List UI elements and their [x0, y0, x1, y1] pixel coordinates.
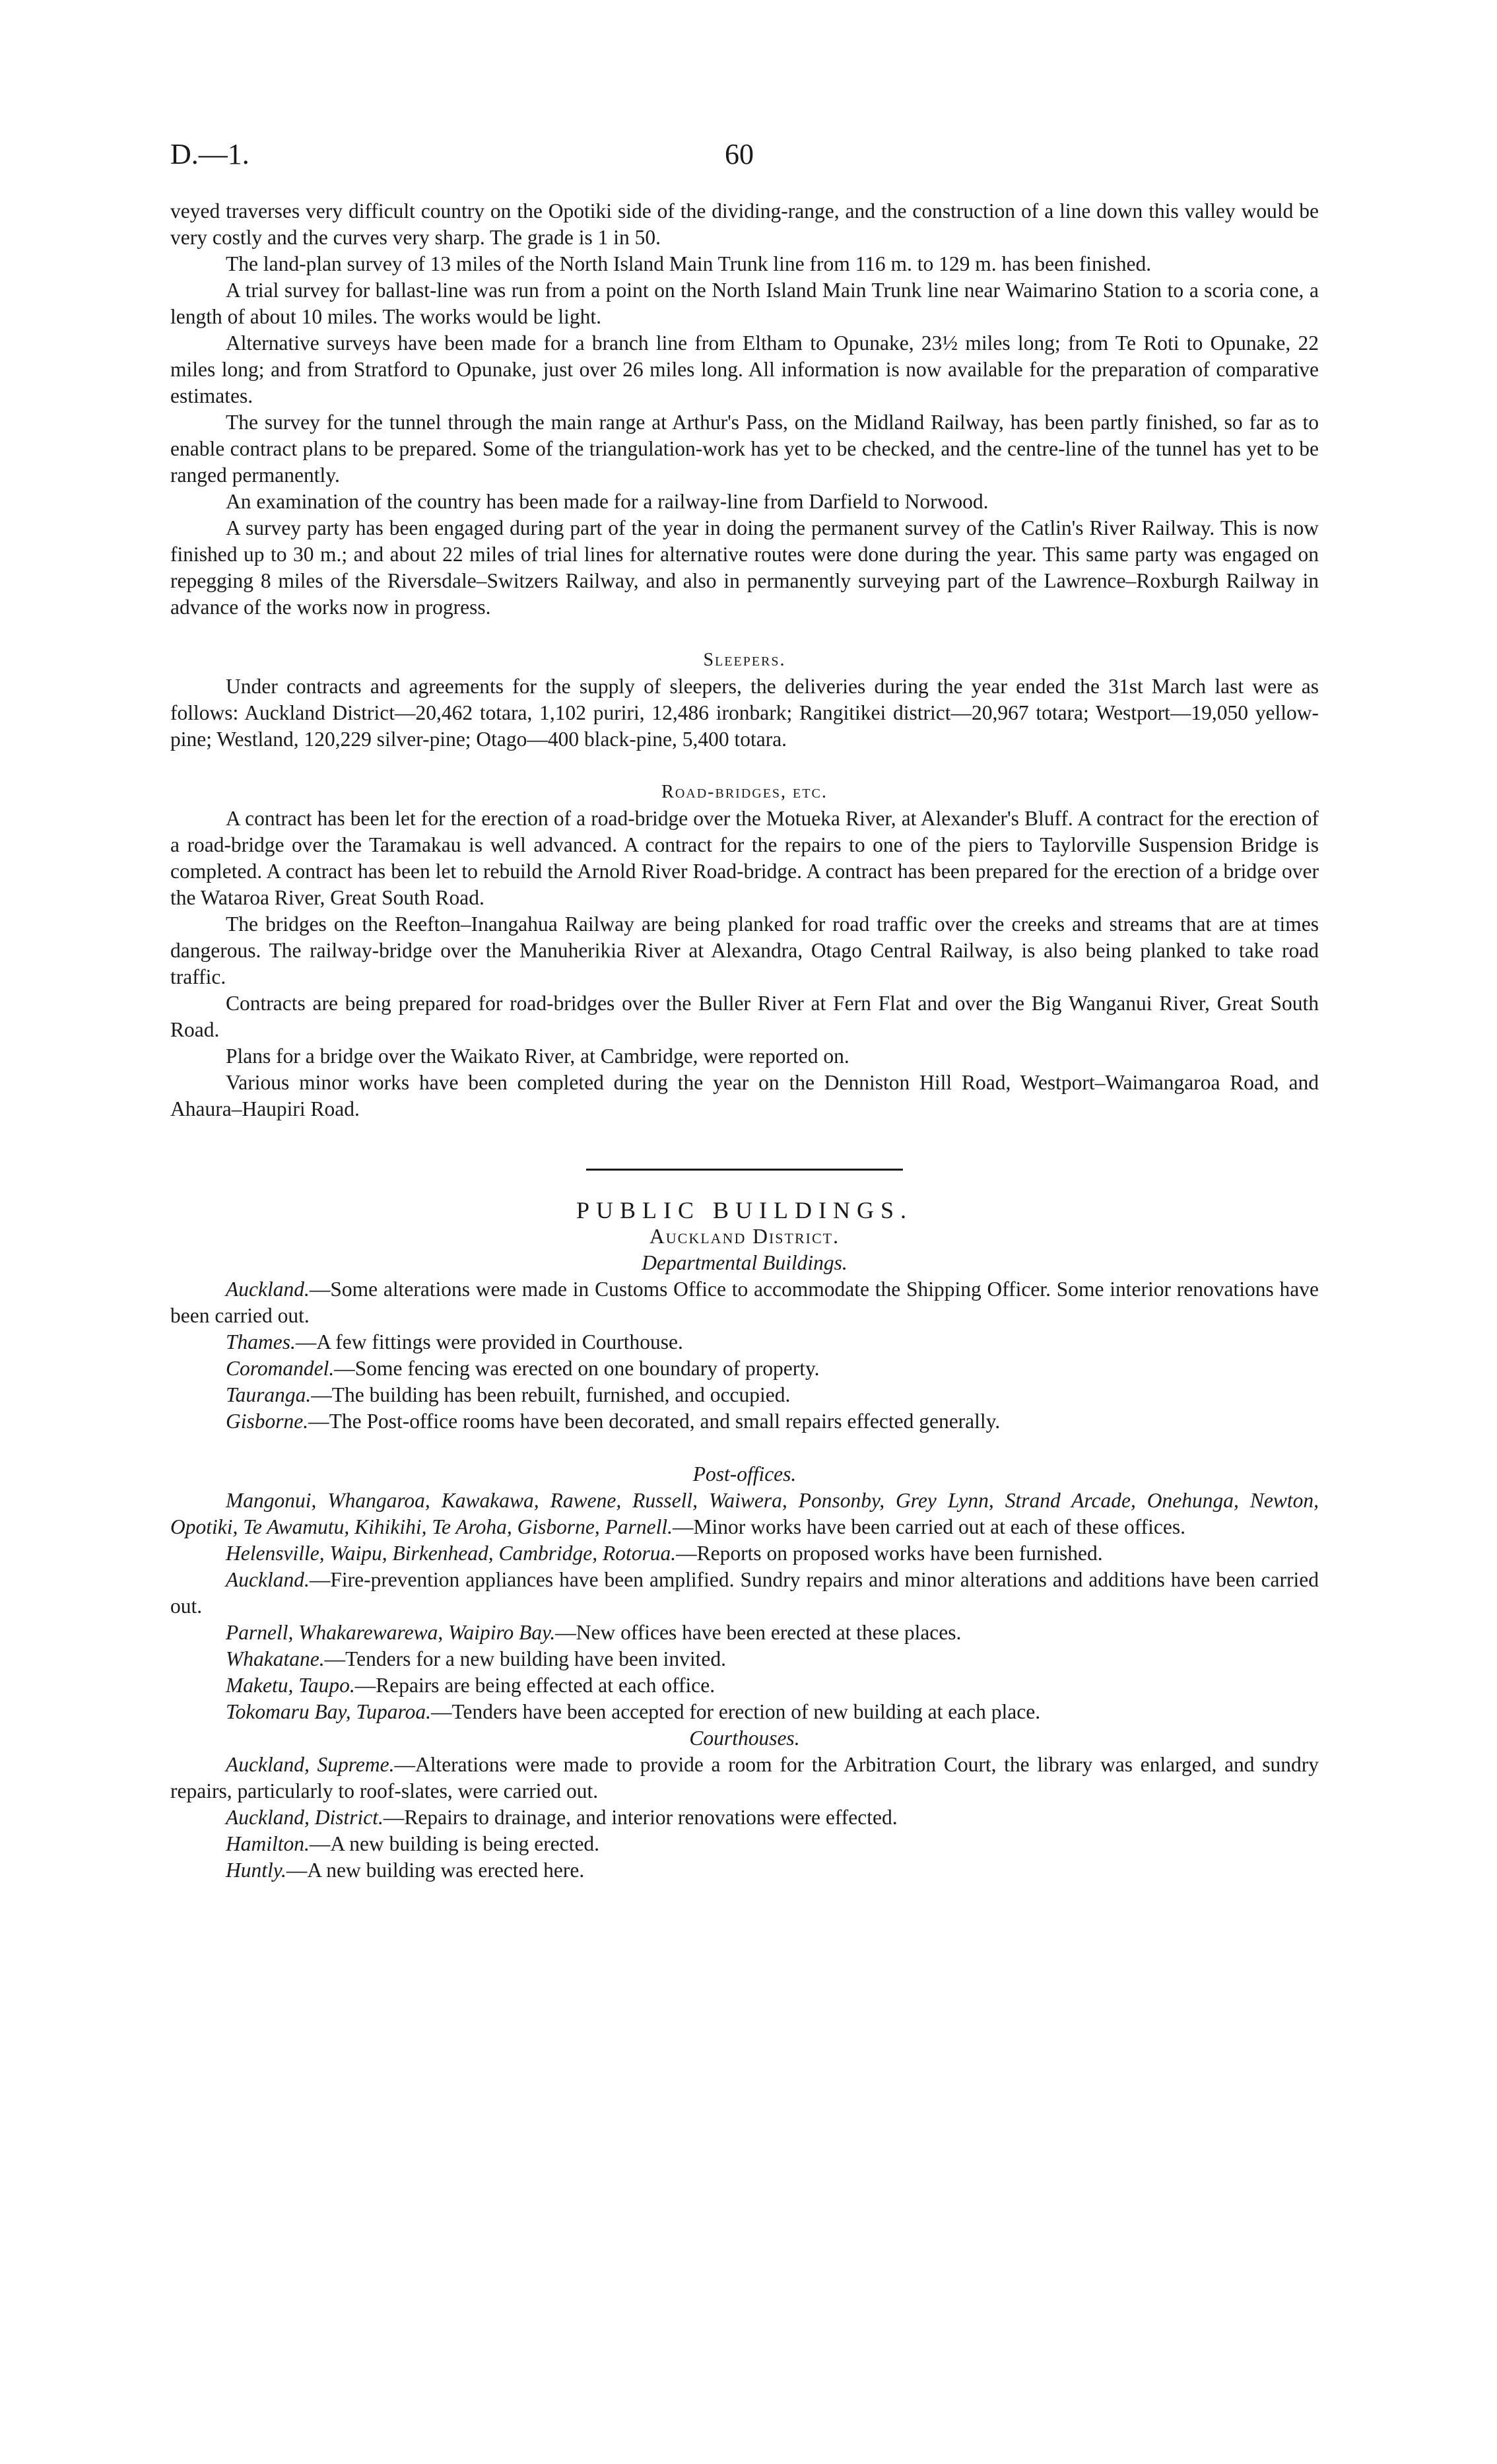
- paragraph: The bridges on the Reefton–Inangahua Railway are being planked for road traffic over the creeks and streams that are at times dangerous. The railway-bridge over the Manuherikia River at Alexandra, Otago Central Railway, is also being planked to take road traffic.: [170, 912, 1319, 988]
- paragraph: Alternative surveys have been made for a branch line from Eltham to Opunake, 23½ miles long; from Te Roti to Opunake, 22 miles long; and from Stratford to Opunake, just over 26 miles long. All information is now available for the preparation of comparative estimates.: [170, 331, 1319, 407]
- subsection-heading-post-offices: Post-offices.: [692, 1462, 797, 1486]
- entry-text: —Fire-prevention appliances have been amplified. Sundry repairs and minor alterations and additions have been carried out.: [170, 1568, 1319, 1618]
- paragraph: Under contracts and agreements for the supply of sleepers, the deliveries during the year ended the 31st March last were as follows: Auckland District—20,462 totara, 1,102 puriri, 12,486 ironbark; Rangitikei district—20,967 totara; Westport—19,050 yellow-pine; Westland, 120,229 silver-pine; Otago—400 black-pine, 5,400 totara.: [170, 675, 1319, 751]
- main-heading-public-buildings: PUBLIC BUILDINGS.: [576, 1197, 913, 1223]
- entry-text: —Alterations were made to provide a room for the Arbitration Court, the library was enlarged, and sundry repairs, particularly to roof-slates, were carried out.: [170, 1753, 1319, 1802]
- entry-place: Mangonui, Whangaroa, Kawakawa, Rawene, Russell, Waiwera, Ponsonby, Grey Lynn, Strand Arcade, Onehunga, Newton, Opotiki, Te Awamutu, Kihikihi, Te Aroha, Gisborne, Parnell.: [170, 1489, 1319, 1538]
- paragraph: veyed traverses very difficult country on the Opotiki side of the dividing-range, and the construction of a line down this valley would be very costly and the curves very sharp. The grade is 1 in 50.: [170, 199, 1319, 249]
- entry-place: Huntly.: [226, 1859, 286, 1882]
- entry-text: —Minor works have been carried out at each of these offices.: [673, 1515, 1186, 1538]
- district-heading: Auckland District.: [649, 1225, 840, 1248]
- entry: [170, 1646, 1319, 1672]
- entry: [170, 1355, 1319, 1382]
- entry: [170, 1857, 1319, 1884]
- document-body: [170, 198, 1319, 1884]
- entry: [170, 1540, 1319, 1567]
- entry-text: —Tenders for a new building have been invited.: [324, 1647, 726, 1670]
- entry-place: Coromandel.: [226, 1357, 335, 1380]
- paragraph: A trial survey for ballast-line was run from a point on the North Island Main Trunk line near Waimarino Station to a scoria cone, a length of about 10 miles. The works would be light.: [170, 279, 1319, 328]
- entry-place: Tauranga.: [226, 1383, 312, 1406]
- entry-place: Gisborne.: [226, 1410, 309, 1433]
- entry: [170, 1408, 1319, 1435]
- entry: [170, 1382, 1319, 1408]
- entry-text: —The Post-office rooms have been decorated, and small repairs effected generally.: [308, 1410, 1001, 1433]
- entry-place: Whakatane.: [226, 1647, 325, 1670]
- section-heading-road-bridges: Road-bridges, etc.: [661, 782, 828, 802]
- entry-place: Maketu, Taupo.: [226, 1674, 355, 1697]
- paragraph: A survey party has been engaged during part of the year in doing the permanent survey of the Catlin's River Railway. This is now finished up to 30 m.; and about 22 miles of trial lines for alternative routes were done during the year. This same party was engaged on repegging 8 miles of the Riversdale–Switzers Railway, and also in permanently surveying part of the Lawrence–Roxburgh Railway in advance of the works now in progress.: [170, 516, 1319, 619]
- entry-place: Helensville, Waipu, Birkenhead, Cambridge, Rotorua.: [226, 1542, 677, 1565]
- section-heading-sleepers: Sleepers.: [703, 650, 786, 670]
- paragraph: Various minor works have been completed during the year on the Denniston Hill Road, Westport–Waimangaroa Road, and Ahaura–Haupiri Road.: [170, 1071, 1319, 1120]
- entry: [170, 1752, 1319, 1804]
- entry-place: Auckland.: [226, 1568, 310, 1591]
- entry-text: —A few fittings were provided in Courthouse.: [295, 1330, 683, 1353]
- entry: [170, 1620, 1319, 1646]
- entry-place: Parnell, Whakarewarewa, Waipiro Bay.: [226, 1621, 556, 1644]
- entry-place: Hamilton.: [226, 1832, 310, 1855]
- subsection-heading-departmental: Departmental Buildings.: [642, 1251, 848, 1274]
- entry-text: —Repairs to drainage, and interior renovations were effected.: [383, 1806, 898, 1829]
- entry: [170, 1276, 1319, 1329]
- entry-text: —Repairs are being effected at each office.: [354, 1674, 715, 1697]
- entry-text: —Tenders have been accepted for erection of new building at each place.: [430, 1700, 1041, 1723]
- entry: [170, 1804, 1319, 1831]
- paragraph: Plans for a bridge over the Waikato River, at Cambridge, were reported on.: [226, 1044, 849, 1068]
- paragraph: The survey for the tunnel through the main range at Arthur's Pass, on the Midland Railway, has been partly finished, so far as to enable contract plans to be prepared. Some of the triangulation-work has yet to be checked, and the centre-line of the tunnel has yet to be ranged permanently.: [170, 411, 1319, 487]
- entry-text: —New offices have been erected at these places.: [555, 1621, 962, 1644]
- entry-text: —Reports on proposed works have been furnished.: [676, 1542, 1103, 1565]
- entry-place: Tokomaru Bay, Tuparoa.: [226, 1700, 431, 1723]
- paragraph: An examination of the country has been made for a railway-line from Darfield to Norwood.: [226, 490, 989, 513]
- entry-place: Thames.: [226, 1330, 296, 1353]
- entry: [170, 1699, 1319, 1725]
- paragraph: The land-plan survey of 13 miles of the North Island Main Trunk line from 116 m. to 129 m. has been finished.: [226, 252, 1152, 275]
- entry-text: —Some fencing was erected on one boundary of property.: [334, 1357, 820, 1380]
- entry: [170, 1831, 1319, 1857]
- entry-text: —The building has been rebuilt, furnished, and occupied.: [311, 1383, 791, 1406]
- document-reference: D.—1.: [170, 138, 249, 170]
- subsection-heading-courthouses: Courthouses.: [689, 1727, 800, 1750]
- entry-place: Auckland.: [226, 1278, 310, 1301]
- entry-text: —Some alterations were made in Customs Office to accommodate the Shipping Officer. Some interior renovations have been carried out.: [170, 1278, 1319, 1327]
- entry-text: —A new building was erected here.: [286, 1859, 585, 1882]
- paragraph: A contract has been let for the erection of a road-bridge over the Motueka River, at Alexander's Bluff. A contract for the erection of a road-bridge over the Taramakau is well advanced. A contract for the repairs to one of the piers to Taylorville Suspension Bridge is completed. A contract has been let to rebuild the Arnold River Road-bridge. A contract has been prepared for the erection of a bridge over the Wataroa River, Great South Road.: [170, 807, 1319, 909]
- entry: [170, 1488, 1319, 1540]
- paragraph: Contracts are being prepared for road-bridges over the Buller River at Fern Flat and over the Big Wanganui River, Great South Road.: [170, 992, 1319, 1041]
- entry: [170, 1672, 1319, 1699]
- entry: [170, 1567, 1319, 1620]
- entry: [170, 1329, 1319, 1355]
- entry-text: —A new building is being erected.: [309, 1832, 600, 1855]
- entry-place: Auckland, Supreme.: [226, 1753, 395, 1776]
- entry-place: Auckland, District.: [226, 1806, 383, 1829]
- page-number: 60: [725, 138, 754, 170]
